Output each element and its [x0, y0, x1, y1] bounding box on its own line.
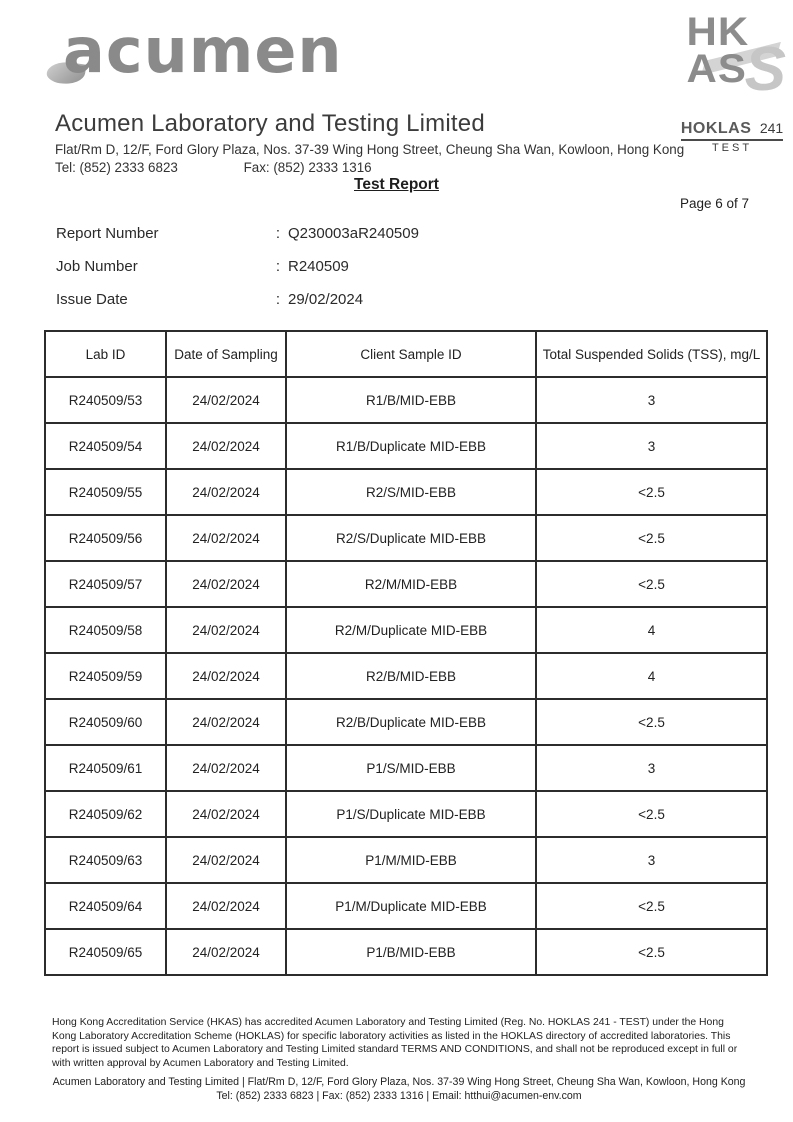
table-cell: R2/S/Duplicate MID-EBB	[286, 515, 536, 561]
table-cell: R240509/62	[45, 791, 166, 837]
table-cell: 4	[536, 653, 767, 699]
table-cell: 3	[536, 423, 767, 469]
hoklas-registration	[676, 120, 788, 154]
hoklas-reg-number: 241	[759, 120, 784, 136]
table-cell: 24/02/2024	[166, 699, 286, 745]
table-cell: 24/02/2024	[166, 929, 286, 975]
table-cell: 24/02/2024	[166, 377, 286, 423]
issue-date-label: Issue Date	[56, 291, 128, 308]
table-body	[45, 377, 767, 975]
hkas-letters-bottom: AS	[686, 47, 747, 92]
header	[55, 14, 685, 175]
tel-label: Tel: (852) 2333 6823	[55, 160, 178, 175]
table-cell: 24/02/2024	[166, 561, 286, 607]
company-name: Acumen Laboratory and Testing Limited	[55, 110, 485, 137]
table-cell: 24/02/2024	[166, 423, 286, 469]
table-cell: R2/S/MID-EBB	[286, 469, 536, 515]
table-cell: 24/02/2024	[166, 837, 286, 883]
table-cell: R2/M/Duplicate MID-EBB	[286, 607, 536, 653]
hkas-mark-icon	[676, 12, 788, 114]
table-row	[45, 929, 767, 975]
table-cell: 24/02/2024	[166, 607, 286, 653]
footer	[52, 1016, 746, 1102]
table-cell: R2/M/MID-EBB	[286, 561, 536, 607]
table-header-row	[45, 331, 767, 377]
column-header: Client Sample ID	[286, 331, 536, 377]
table-cell: R240509/56	[45, 515, 166, 561]
table-cell: R1/B/Duplicate MID-EBB	[286, 423, 536, 469]
table-cell: P1/M/MID-EBB	[286, 837, 536, 883]
table-row	[45, 423, 767, 469]
separator: :	[275, 258, 281, 275]
separator: :	[275, 291, 281, 308]
report-number-label: Report Number	[56, 225, 159, 242]
table-cell: <2.5	[536, 929, 767, 975]
table-cell: R2/B/MID-EBB	[286, 653, 536, 699]
table-cell: P1/S/MID-EBB	[286, 745, 536, 791]
job-number-label: Job Number	[56, 258, 138, 275]
table-cell: R240509/53	[45, 377, 166, 423]
table-row	[45, 883, 767, 929]
table-row	[45, 699, 767, 745]
report-meta	[56, 225, 556, 324]
table-row	[45, 653, 767, 699]
table-row	[45, 745, 767, 791]
table-cell: R240509/59	[45, 653, 166, 699]
table-row	[45, 837, 767, 883]
table-cell: R240509/58	[45, 607, 166, 653]
accreditation-disclaimer: Hong Kong Accreditation Service (HKAS) has accredited Acumen Laboratory and Testing Limited (Reg. No. HOKLAS 241 - TEST) under the Hong Kong Laboratory Accreditation Scheme (HOKLAS) for specific laboratory activities as listed in the HOKLAS directory of accredited laboratories. This report is issued subject to Acumen Laboratory and Testing Limited standard TERMS AND CONDITIONS, and shall not be reproduced except in full or with written approval by Acumen Laboratory and Testing Limited.	[52, 1017, 738, 1070]
hoklas-scheme-name: HOKLAS	[680, 120, 752, 137]
table-cell: 24/02/2024	[166, 653, 286, 699]
table-cell: 24/02/2024	[166, 515, 286, 561]
table-row	[45, 515, 767, 561]
table-cell: <2.5	[536, 883, 767, 929]
table-cell: R240509/65	[45, 929, 166, 975]
table-cell: 24/02/2024	[166, 883, 286, 929]
page-number: Page 6 of 7	[679, 196, 749, 211]
hkas-letters	[686, 10, 750, 92]
table-cell: 24/02/2024	[166, 791, 286, 837]
acumen-wordmark: acumen	[63, 14, 343, 87]
hkas-swoosh-s-icon: S	[744, 35, 786, 104]
column-header: Lab ID	[45, 331, 166, 377]
table-cell: P1/B/MID-EBB	[286, 929, 536, 975]
table-cell: <2.5	[536, 515, 767, 561]
results-table-wrap	[44, 330, 766, 976]
table-row	[45, 561, 767, 607]
hkas-letters-top: HK	[686, 10, 750, 54]
acumen-logo	[55, 14, 675, 102]
results-table	[44, 330, 768, 976]
table-cell: 24/02/2024	[166, 469, 286, 515]
company-telfax	[55, 160, 675, 175]
table-cell: R2/B/Duplicate MID-EBB	[286, 699, 536, 745]
job-number-value: R240509	[288, 258, 349, 275]
table-cell: R1/B/MID-EBB	[286, 377, 536, 423]
page-title: Test Report	[354, 176, 439, 193]
table-cell: <2.5	[536, 561, 767, 607]
company-address: Flat/Rm D, 12/F, Ford Glory Plaza, Nos. 37-39 Wing Hong Street, Cheung Sha Wan, Kowloon, Hong Kong	[55, 142, 685, 157]
table-cell: <2.5	[536, 469, 767, 515]
hkas-accreditation-logo	[676, 12, 788, 154]
table-cell: R240509/55	[45, 469, 166, 515]
issue-date-value: 29/02/2024	[288, 291, 364, 308]
table-cell: 3	[536, 745, 767, 791]
table-cell: 3	[536, 377, 767, 423]
column-header: Date of Sampling	[166, 331, 286, 377]
table-cell: P1/S/Duplicate MID-EBB	[286, 791, 536, 837]
column-header: Total Suspended Solids (TSS), mg/L	[536, 331, 767, 377]
table-row	[45, 607, 767, 653]
table-cell: R240509/61	[45, 745, 166, 791]
meta-row-issue-date	[56, 291, 556, 308]
footer-company-line: Acumen Laboratory and Testing Limited | Flat/Rm D, 12/F, Ford Glory Plaza, Nos. 37-39 Wing Hong Street, Cheung Sha Wan, Kowloon, Hong Kong	[52, 1075, 746, 1088]
table-cell: <2.5	[536, 699, 767, 745]
table-cell: R240509/63	[45, 837, 166, 883]
table-cell: 3	[536, 837, 767, 883]
table-cell: 4	[536, 607, 767, 653]
table-row	[45, 377, 767, 423]
table-row	[45, 469, 767, 515]
table-cell: R240509/64	[45, 883, 166, 929]
separator: :	[275, 225, 281, 242]
table-cell: P1/M/Duplicate MID-EBB	[286, 883, 536, 929]
table-cell: R240509/57	[45, 561, 166, 607]
fax-label: Fax: (852) 2333 1316	[243, 160, 372, 175]
meta-row-job-number	[56, 258, 556, 275]
table-cell: R240509/60	[45, 699, 166, 745]
table-row	[45, 791, 767, 837]
footer-contact-line: Tel: (852) 2333 6823 | Fax: (852) 2333 1316 | Email: htthui@acumen-env.com	[216, 1089, 582, 1102]
table-cell: 24/02/2024	[166, 745, 286, 791]
hoklas-line	[681, 120, 783, 141]
table-cell: <2.5	[536, 791, 767, 837]
hoklas-test-label: TEST	[711, 142, 753, 154]
report-number-value: Q230003aR240509	[288, 225, 419, 242]
table-cell: R240509/54	[45, 423, 166, 469]
meta-row-report-number	[56, 225, 556, 242]
